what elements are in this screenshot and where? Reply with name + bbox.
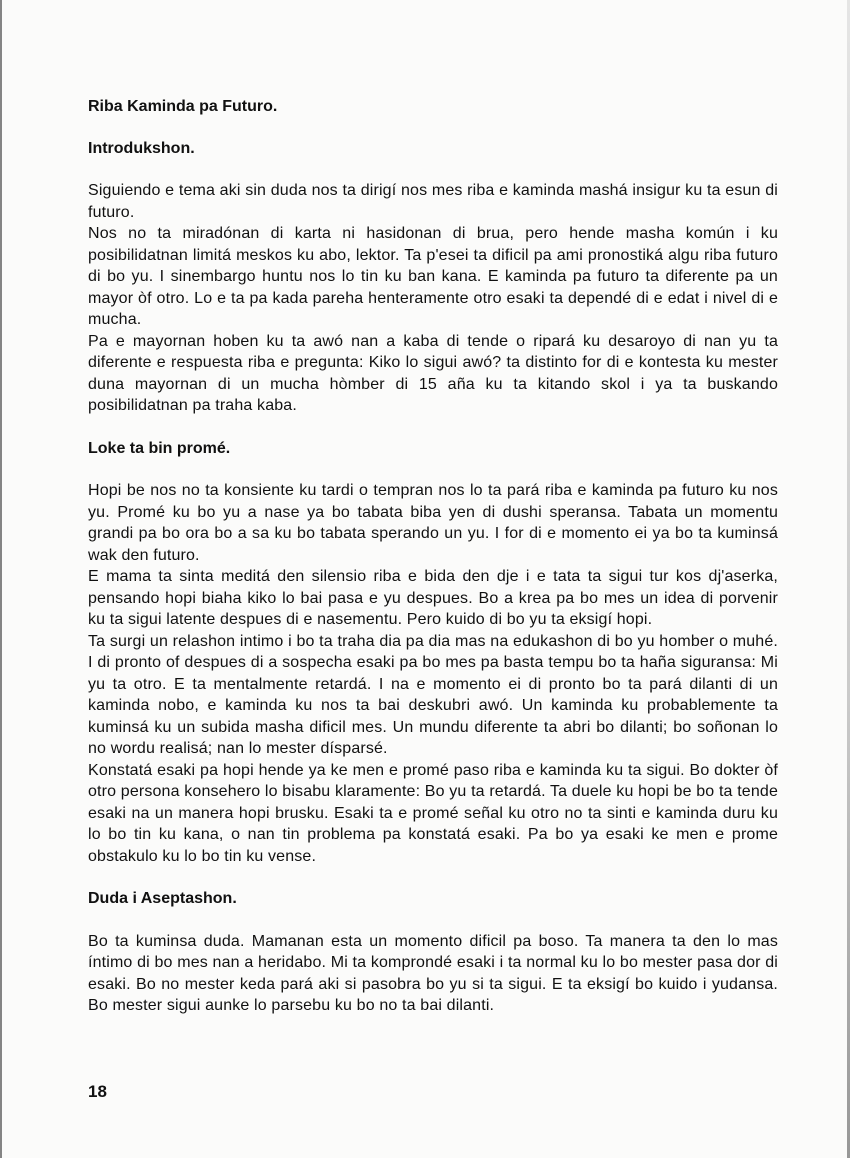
paragraph: Konstatá esaki pa hopi hende ya ke men e promé paso riba e kaminda ku ta sigui. Bo dokter òf otro persona konsehero lo bisabu klaramente: Bo yu ta retardá. Ta duele ku hopi be bo ta tende esaki na un manera hopi brusku. Esaki ta e promé señal ku otro no ta sinti e kaminda duru ku lo bo tin ku kana, o nan tin problema pa konstatá esaki. Pa bo ya esaki ke men e prome obstakulo ku lo bo tin ku vense.	[88, 761, 778, 865]
paragraph: Siguiendo e tema aki sin duda nos ta dirigí nos mes riba e kaminda mashá insigur ku ta esun di futuro.	[88, 182, 778, 221]
paragraph: E mama ta sinta meditá den silensio riba e bida den dje i e tata ta sigui tur kos dj'aserka, pensando hopi biaha kiko lo bai pasa e yu despues. Bo a krea pa bo mes un idea di porvenir ku ta sigui latente despues di e nasementu. Pero kuido di bo yu ta eksigí hopi.	[88, 568, 778, 628]
paragraph: Nos no ta miradónan di karta ni hasidonan di brua, pero hende masha komún i ku posibilidatnan limitá meskos ku abo, lektor. Ta p'esei ta dificil pa ami pronostiká algu riba futuro di bo yu. I sinembargo huntu nos lo tin ku ban kana. E kaminda pa futuro ta diferente pa un mayor òf otro. Lo e ta pa kada pareha henteramente otro esaki ta dependé di e edat i nivel di e mucha.	[88, 225, 778, 328]
page-left-edge	[0, 0, 2, 1158]
section-heading-duda-i-aseptashon: Duda i Aseptashon.	[88, 890, 237, 907]
section-heading-loke-ta-bin-prome: Loke ta bin promé.	[88, 439, 231, 457]
paragraph: Hopi be nos no ta konsiente ku tardi o tempran nos lo ta pará riba e kaminda pa futuro ku nos yu. Promé ku bo yu a nase ya bo tabata biba yen di dushi speransa. Tabata un momentu grandi pa bo ora bo a sa ku bo tabata sperando un yu. I for di e momento ei ya bo ta kuminsá wak den futuro.	[88, 482, 778, 564]
paragraph: Bo ta kuminsa duda. Mamanan esta un momento dificil pa boso. Ta manera ta den lo mas íntimo di bo mes nan a heridabo. Mi ta komprondé esaki i ta normal ku lo bo mester pasa dor di esaki. Bo no mester keda pará aki si pasobra bo yu si ta sigui. E ta eksigí bo kuido i yudansa. Bo mester sigui aunke lo parsebu ku bo no ta bai dilanti.	[88, 932, 778, 1014]
page-number: 18	[88, 1082, 107, 1101]
paragraph: Ta surgi un relashon intimo i bo ta traha dia pa dia mas na edukashon di bo yu homber o muhé. I di pronto of despues di a sospecha esaki pa bo mes pa basta tempu bo ta haña siguransa: Mi yu ta otro. E ta mentalmente retardá. I na e momento ei di pronto bo ta pará dilanti di un kaminda nobo, e kaminda ku nos ta bai deskubri awó. Un kaminda ku probablemente ta kuminsá ku un subida masha dificil mes. Un mundu diferente ta abri bo dilanti; bo soñonan lo no wordu realisá; nan lo mester dísparsé.	[88, 632, 778, 757]
section-heading-introdukshon: Introdukshon.	[88, 139, 195, 157]
page-title: Riba Kaminda pa Futuro.	[88, 98, 278, 115]
paragraph: Pa e mayornan hoben ku ta awó nan a kaba di tende o ripará ku desaroyo di nan yu ta diferente e respuesta riba e pregunta: Kiko lo sigui awó? ta distinto for di e kontesta ku mester duna mayornan di un mucha hòmber di 15 aña ku ta kitando skol i ya ta buskando posibilidatnan pa traha kaba.	[88, 332, 778, 414]
page-content	[88, 96, 778, 1017]
